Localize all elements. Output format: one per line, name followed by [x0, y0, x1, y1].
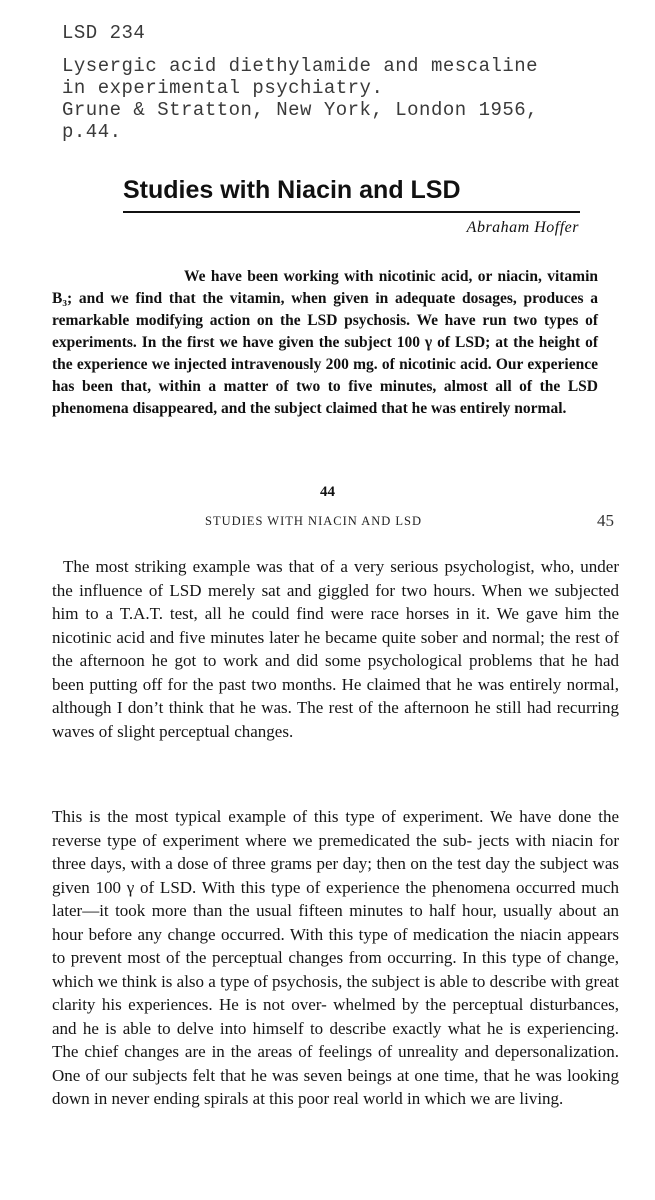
intro-line: We have been working with nicotinic acid, or niacin, [184, 268, 542, 285]
paragraph-line: jects with niacin for three days, with a dose of three grams per day; [52, 830, 619, 873]
paragraph-line: then on the test day the subject was given 100 γ of LSD. With this [52, 854, 619, 897]
citation-line: p.44. [62, 121, 122, 143]
citation-line: in experimental psychiatry. [62, 77, 384, 99]
paragraph-line: any change occurred. With this type of medication the niacin appears [137, 924, 620, 944]
paragraph-line: looking down in never ending spirals at this poor real world in which [52, 1065, 620, 1108]
citation-line: Lysergic acid diethylamide and mescaline [62, 55, 539, 77]
paragraph-line: The most striking example was that of a very serious psychologist, [63, 557, 535, 576]
body-paragraph [52, 805, 619, 1111]
paragraph-line: When we subjected him to a T.A.T. test, all he could find were race [52, 580, 619, 623]
paragraph-line: our subjects felt that he was seven beings at one time, that he was [104, 1065, 562, 1085]
title-rule [123, 211, 580, 213]
intro-line: subject 100 γ of LSD; at the height of the experience we injected [52, 334, 599, 373]
paragraph-line: had recurring waves of slight perceptual changes. [52, 698, 620, 741]
intro-line: that, within a matter of two to five minutes, almost all of the LSD [120, 378, 598, 395]
article-title: Studies with Niacin and LSD [123, 176, 461, 204]
paragraph-line: work and did some psychological problems that he had been putting [52, 651, 620, 694]
paragraph-line: type of experience the phenomena occurred much later—it took more [52, 877, 619, 920]
paragraph-line: are in the areas of feelings of unreality and depersonalization. One of [52, 1042, 620, 1085]
citation-block [62, 55, 642, 143]
author-name: Abraham Hoffer [466, 219, 579, 236]
page-number: 45 [597, 511, 614, 530]
paragraph-line: who, under the influence of LSD merely sat and giggled for two hours. [52, 557, 619, 600]
paragraph-line: This is the most typical example of this type of experiment. We have [52, 807, 552, 826]
paragraph-line: whelmed by the perceptual disturbances, and he is able to delve into [52, 995, 619, 1038]
page-number: 44 [320, 484, 335, 500]
paragraph-line: became quite sober and normal; the rest of the afternoon he got to [52, 627, 619, 670]
citation-line: Grune & Stratton, New York, London 1956, [62, 99, 539, 121]
paragraph-line: himself to describe exactly what he is experiencing. The chief changes [52, 1018, 620, 1061]
intro-line: intravenously 200 mg. of nicotinic acid. Our experience has been [52, 356, 598, 395]
paragraph-line: we are living. [470, 1089, 564, 1108]
intro-paragraph [52, 266, 598, 420]
intro-line: dosages, produces a remarkable modifying action on the LSD psychosis. [52, 290, 598, 329]
paragraph-line: horses in it. We gave him the nicotinic acid and five minutes later he [52, 604, 619, 647]
running-header: STUDIES WITH NIACIN AND LSD [205, 514, 423, 528]
intro-line: normal. [514, 400, 567, 417]
intro-line: We have run two types of experiments. In the first we have given the [52, 312, 598, 351]
paragraph-line: able to describe with great clarity his experiences. He is not over- [52, 971, 620, 1014]
paragraph-line: to prevent most of the perceptual changes from occurring. In this type [52, 948, 542, 967]
paragraph-line: of change, which we think is also a type of psychosis, the subject is [52, 948, 619, 991]
paragraph-line: off for the past two months. He claimed that he was entirely normal, [142, 674, 619, 694]
body-paragraph [52, 555, 619, 743]
catalog-id: LSD 234 [62, 22, 146, 44]
intro-line: vitamin B₃; and we find that the vitamin, when given in adequate [52, 268, 599, 307]
intro-line: phenomena disappeared, and the subject claimed that he was entirely [52, 400, 511, 417]
paragraph-line: although I don’t think that he was. The rest of the afternoon he still [52, 698, 522, 717]
paragraph-line: than the usual fifteen minutes to half hour, usually about an hour before [52, 901, 619, 944]
paragraph-line: done the reverse type of experiment where we premedicated the sub- [52, 807, 619, 850]
